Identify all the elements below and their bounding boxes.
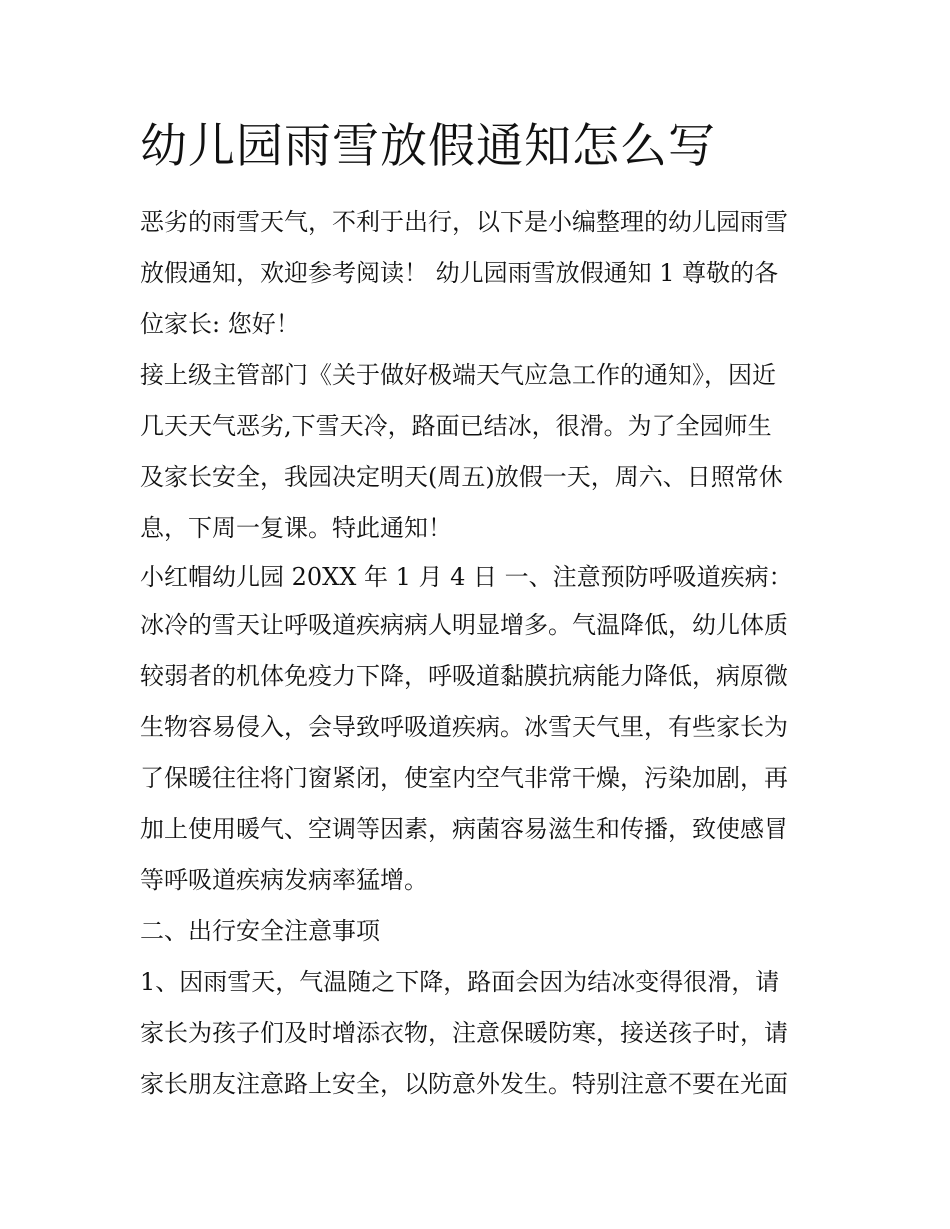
text-line: 等呼吸道疾病发病率猛增。 (140, 866, 428, 894)
text-line: 家长为孩子们及时增添衣物，注意保暖防寒，接送孩子时，请 (140, 1019, 788, 1047)
text-line: 恶劣的雨雪天气，不利于出行，以下是小编整理的幼儿园雨雪 (140, 208, 788, 236)
text-line: 几天天气恶劣,下雪天冷，路面已结冰，很滑。为了全园师生 (140, 412, 772, 440)
section-heading: 二、出行安全注意事项 (140, 917, 380, 945)
text-line: 放假通知，欢迎参考阅读！ 幼儿园雨雪放假通知 1 尊敬的各 (140, 259, 779, 287)
document-body (140, 197, 820, 1110)
text-line: 息，下周一复课。特此通知！ (140, 514, 452, 542)
text-line: 了保暖往往将门窗紧闭，使室内空气非常干燥，污染加剧，再 (140, 764, 788, 792)
text-line: 加上使用暖气、空调等因素，病菌容易滋生和传播，致使感冒 (140, 815, 788, 843)
text-line: 接上级主管部门《关于做好极端天气应急工作的通知》，因近 (140, 361, 776, 389)
text-line: 较弱者的机体免疫力下降，呼吸道黏膜抗病能力降低，病原微 (140, 662, 788, 690)
text-line: 及家长安全，我园决定明天(周五)放假一天，周六、日照常休 (140, 463, 783, 491)
text-line: 小红帽幼儿园 20XX 年 1 月 4 日 一、注意预防呼吸道疾病： (140, 563, 793, 591)
text-line: 位家长: 您好！ (140, 310, 300, 338)
text-line: 1、因雨雪天，气温随之下降，路面会因为结冰变得很滑，请 (140, 968, 780, 996)
text-line: 冰冷的雪天让呼吸道疾病病人明显增多。气温降低，幼儿体质 (140, 611, 788, 639)
document-title: 幼儿园雨雪放假通知怎么写 (140, 119, 716, 174)
text-line: 生物容易侵入，会导致呼吸道疾病。冰雪天气里，有些家长为 (140, 713, 788, 741)
text-line: 家长朋友注意路上安全，以防意外发生。特别注意不要在光面 (140, 1070, 788, 1098)
